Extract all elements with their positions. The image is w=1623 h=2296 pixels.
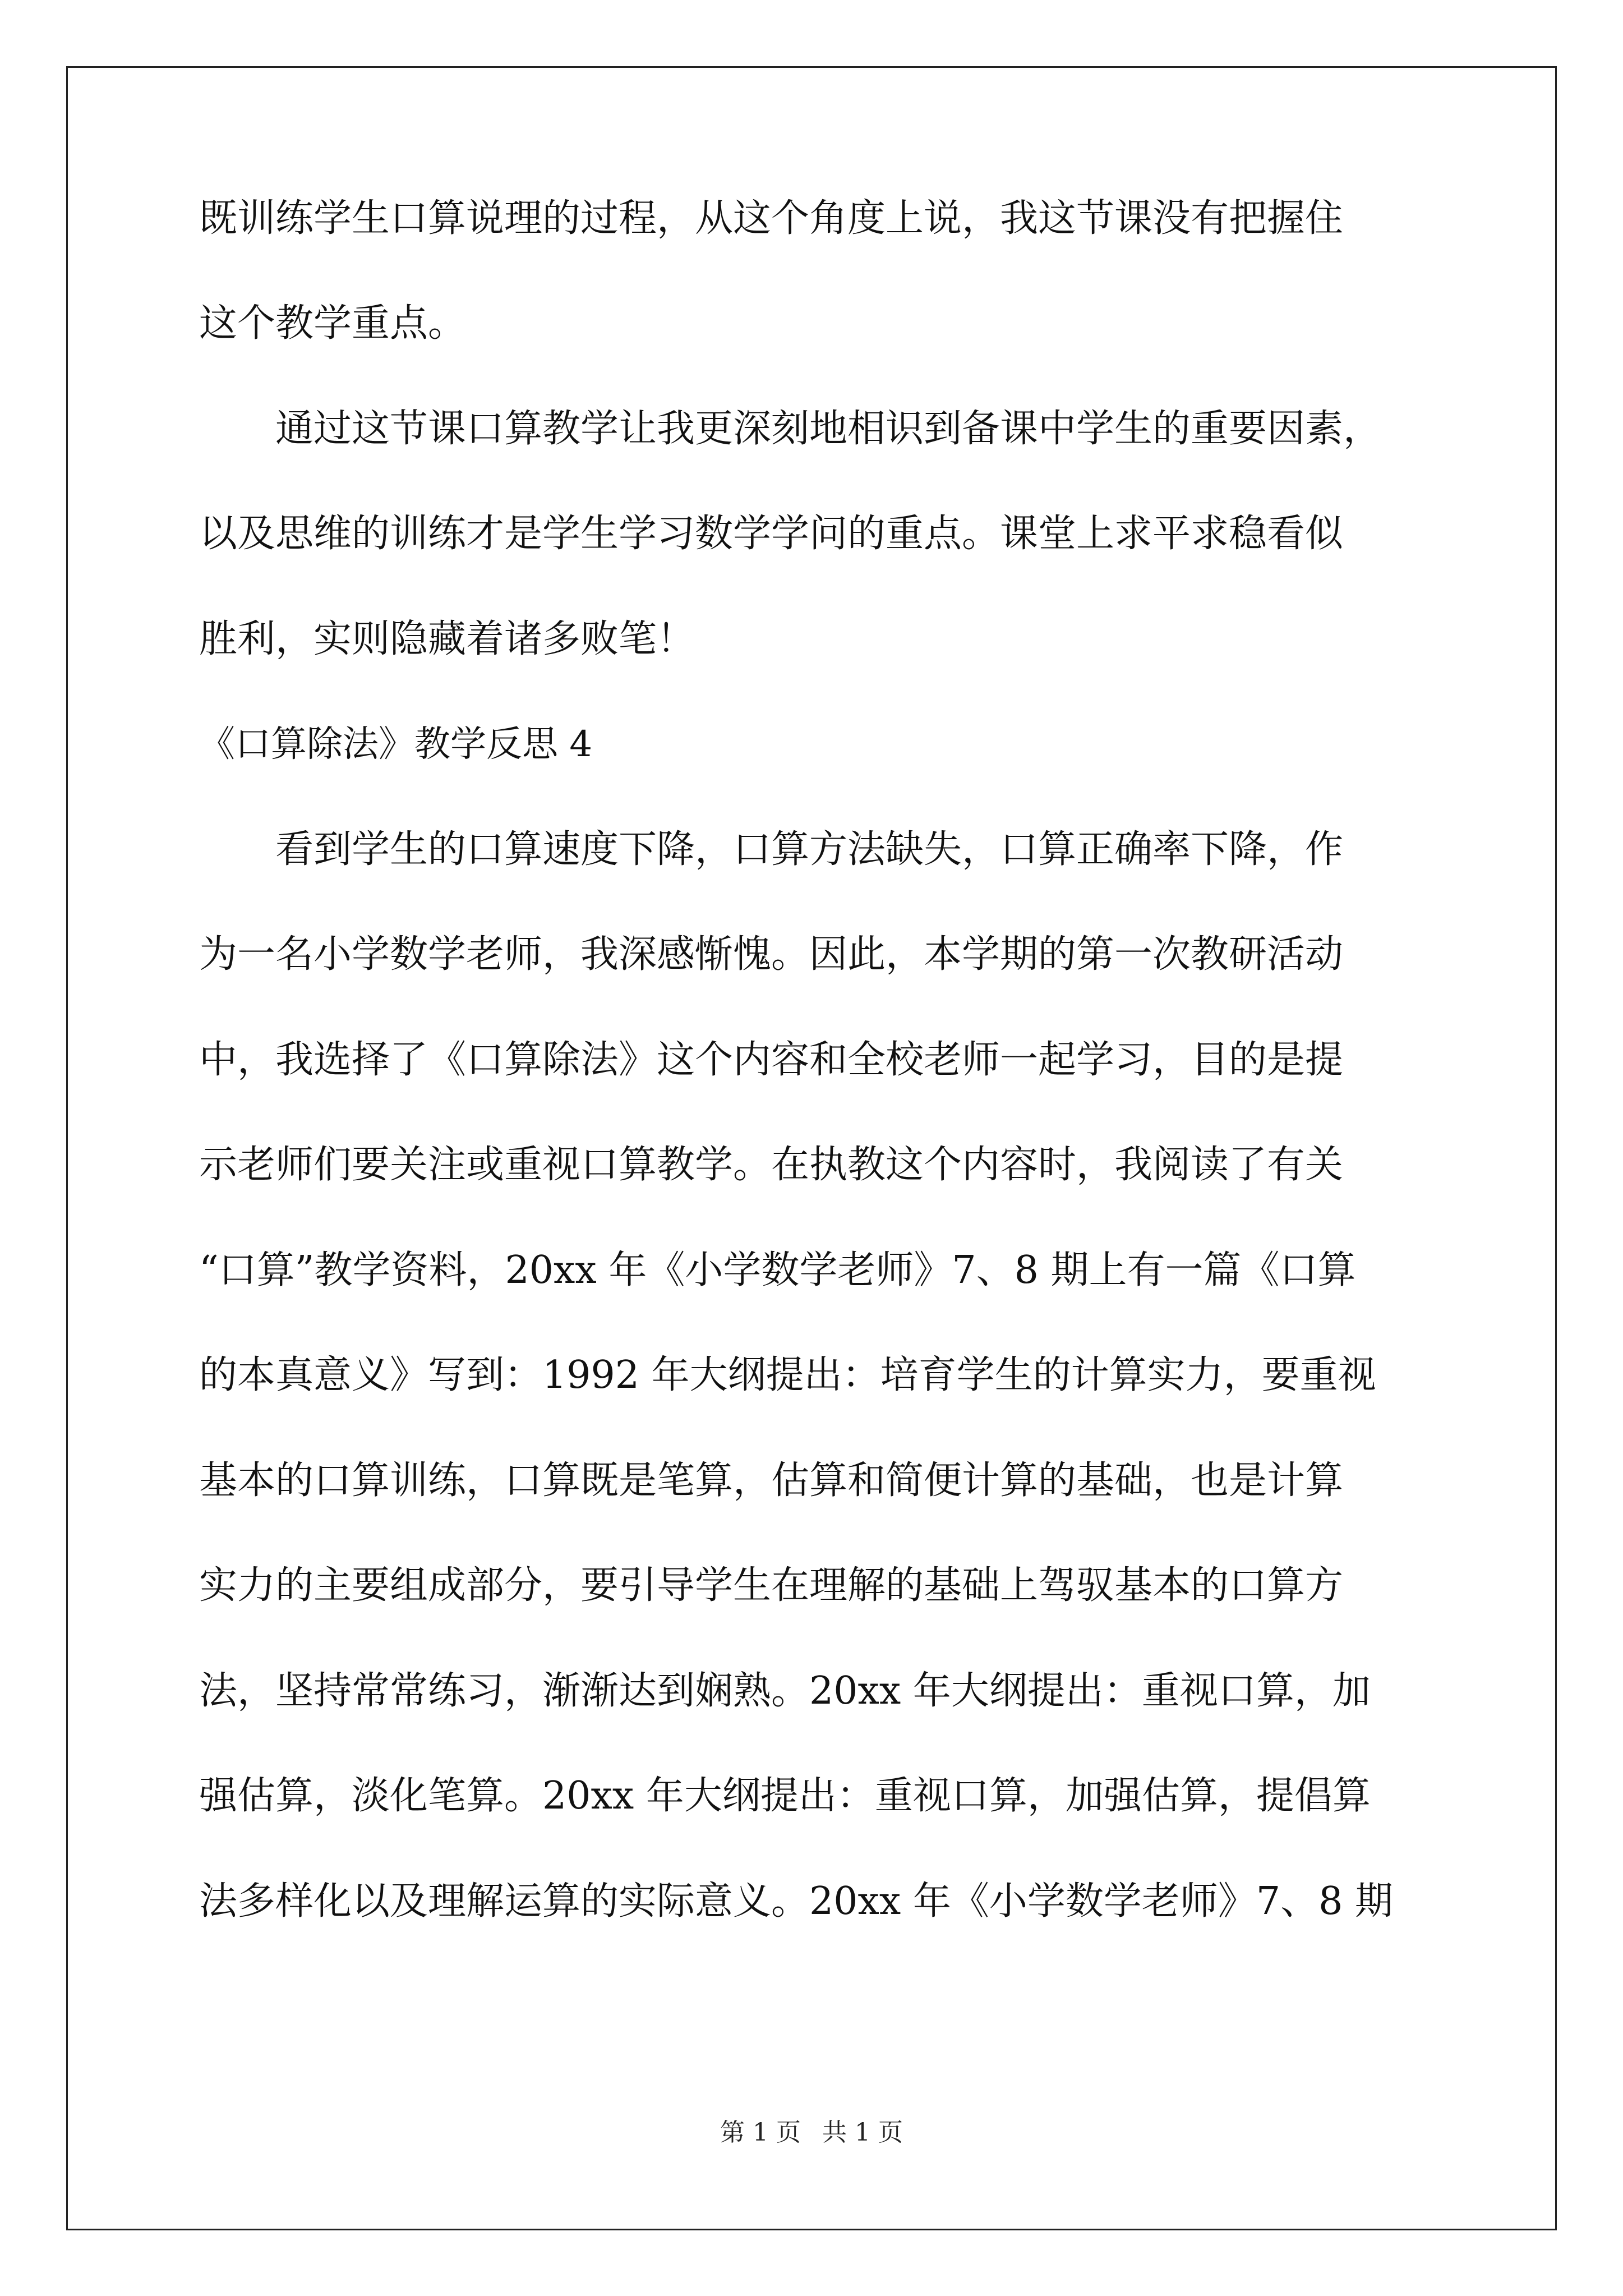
paragraph-line: 强估算，淡化笔算。20xx 年大纲提出：重视口算，加强估算，提倡算 [199, 1774, 1371, 1818]
paragraph-line: 为一名小学数学老师，我深感惭愧。因此，本学期的第一次教研活动 [199, 932, 1344, 977]
paragraph-line: 基本的口算训练，口算既是笔算，估算和简便计算的基础，也是计算 [199, 1458, 1344, 1503]
paragraph-line: 中，我选择了《口算除法》这个内容和全校老师一起学习，目的是提 [199, 1038, 1344, 1082]
page-total: 共 1 页 [822, 2118, 903, 2147]
paragraph-line: 看到学生的口算速度下降，口算方法缺失，口算正确率下降，作 [275, 827, 1344, 872]
paragraph-line: 的本真意义》写到：1992 年大纲提出：培育学生的计算实力，要重视 [199, 1353, 1376, 1397]
paragraph-line: 既训练学生口算说理的过程，从这个角度上说，我这节课没有把握住 [199, 196, 1344, 241]
paragraph-line: 以及思维的训练才是学生学习数学学问的重点。课堂上求平求稳看似 [199, 512, 1344, 556]
paragraph-line: 法，坚持常常练习，渐渐达到娴熟。20xx 年大纲提出：重视口算，加 [199, 1669, 1371, 1713]
paragraph-line: 法多样化以及理解运算的实际意义。20xx 年《小学数学老师》7、8 期 [199, 1879, 1393, 1924]
paragraph-line: 胜利，实则隐藏着诸多败笔！ [199, 617, 695, 661]
page-number: 第 1 页 [720, 2118, 801, 2147]
paragraph-line: 实力的主要组成部分，要引导学生在理解的基础上驾驭基本的口算方 [199, 1563, 1344, 1608]
paragraph-line: 示老师们要关注或重视口算教学。在执教这个内容时，我阅读了有关 [199, 1143, 1344, 1187]
paragraph-line: 这个教学重点。 [199, 301, 467, 346]
section-heading: 《口算除法》教学反思 4 [199, 724, 593, 765]
paragraph-line: “口算”教学资料，20xx 年《小学数学老师》7、8 期上有一篇《口算 [199, 1248, 1356, 1292]
page-footer [0, 2116, 1623, 2150]
paragraph-line: 通过这节课口算教学让我更深刻地相识到备课中学生的重要因素， [275, 407, 1382, 451]
